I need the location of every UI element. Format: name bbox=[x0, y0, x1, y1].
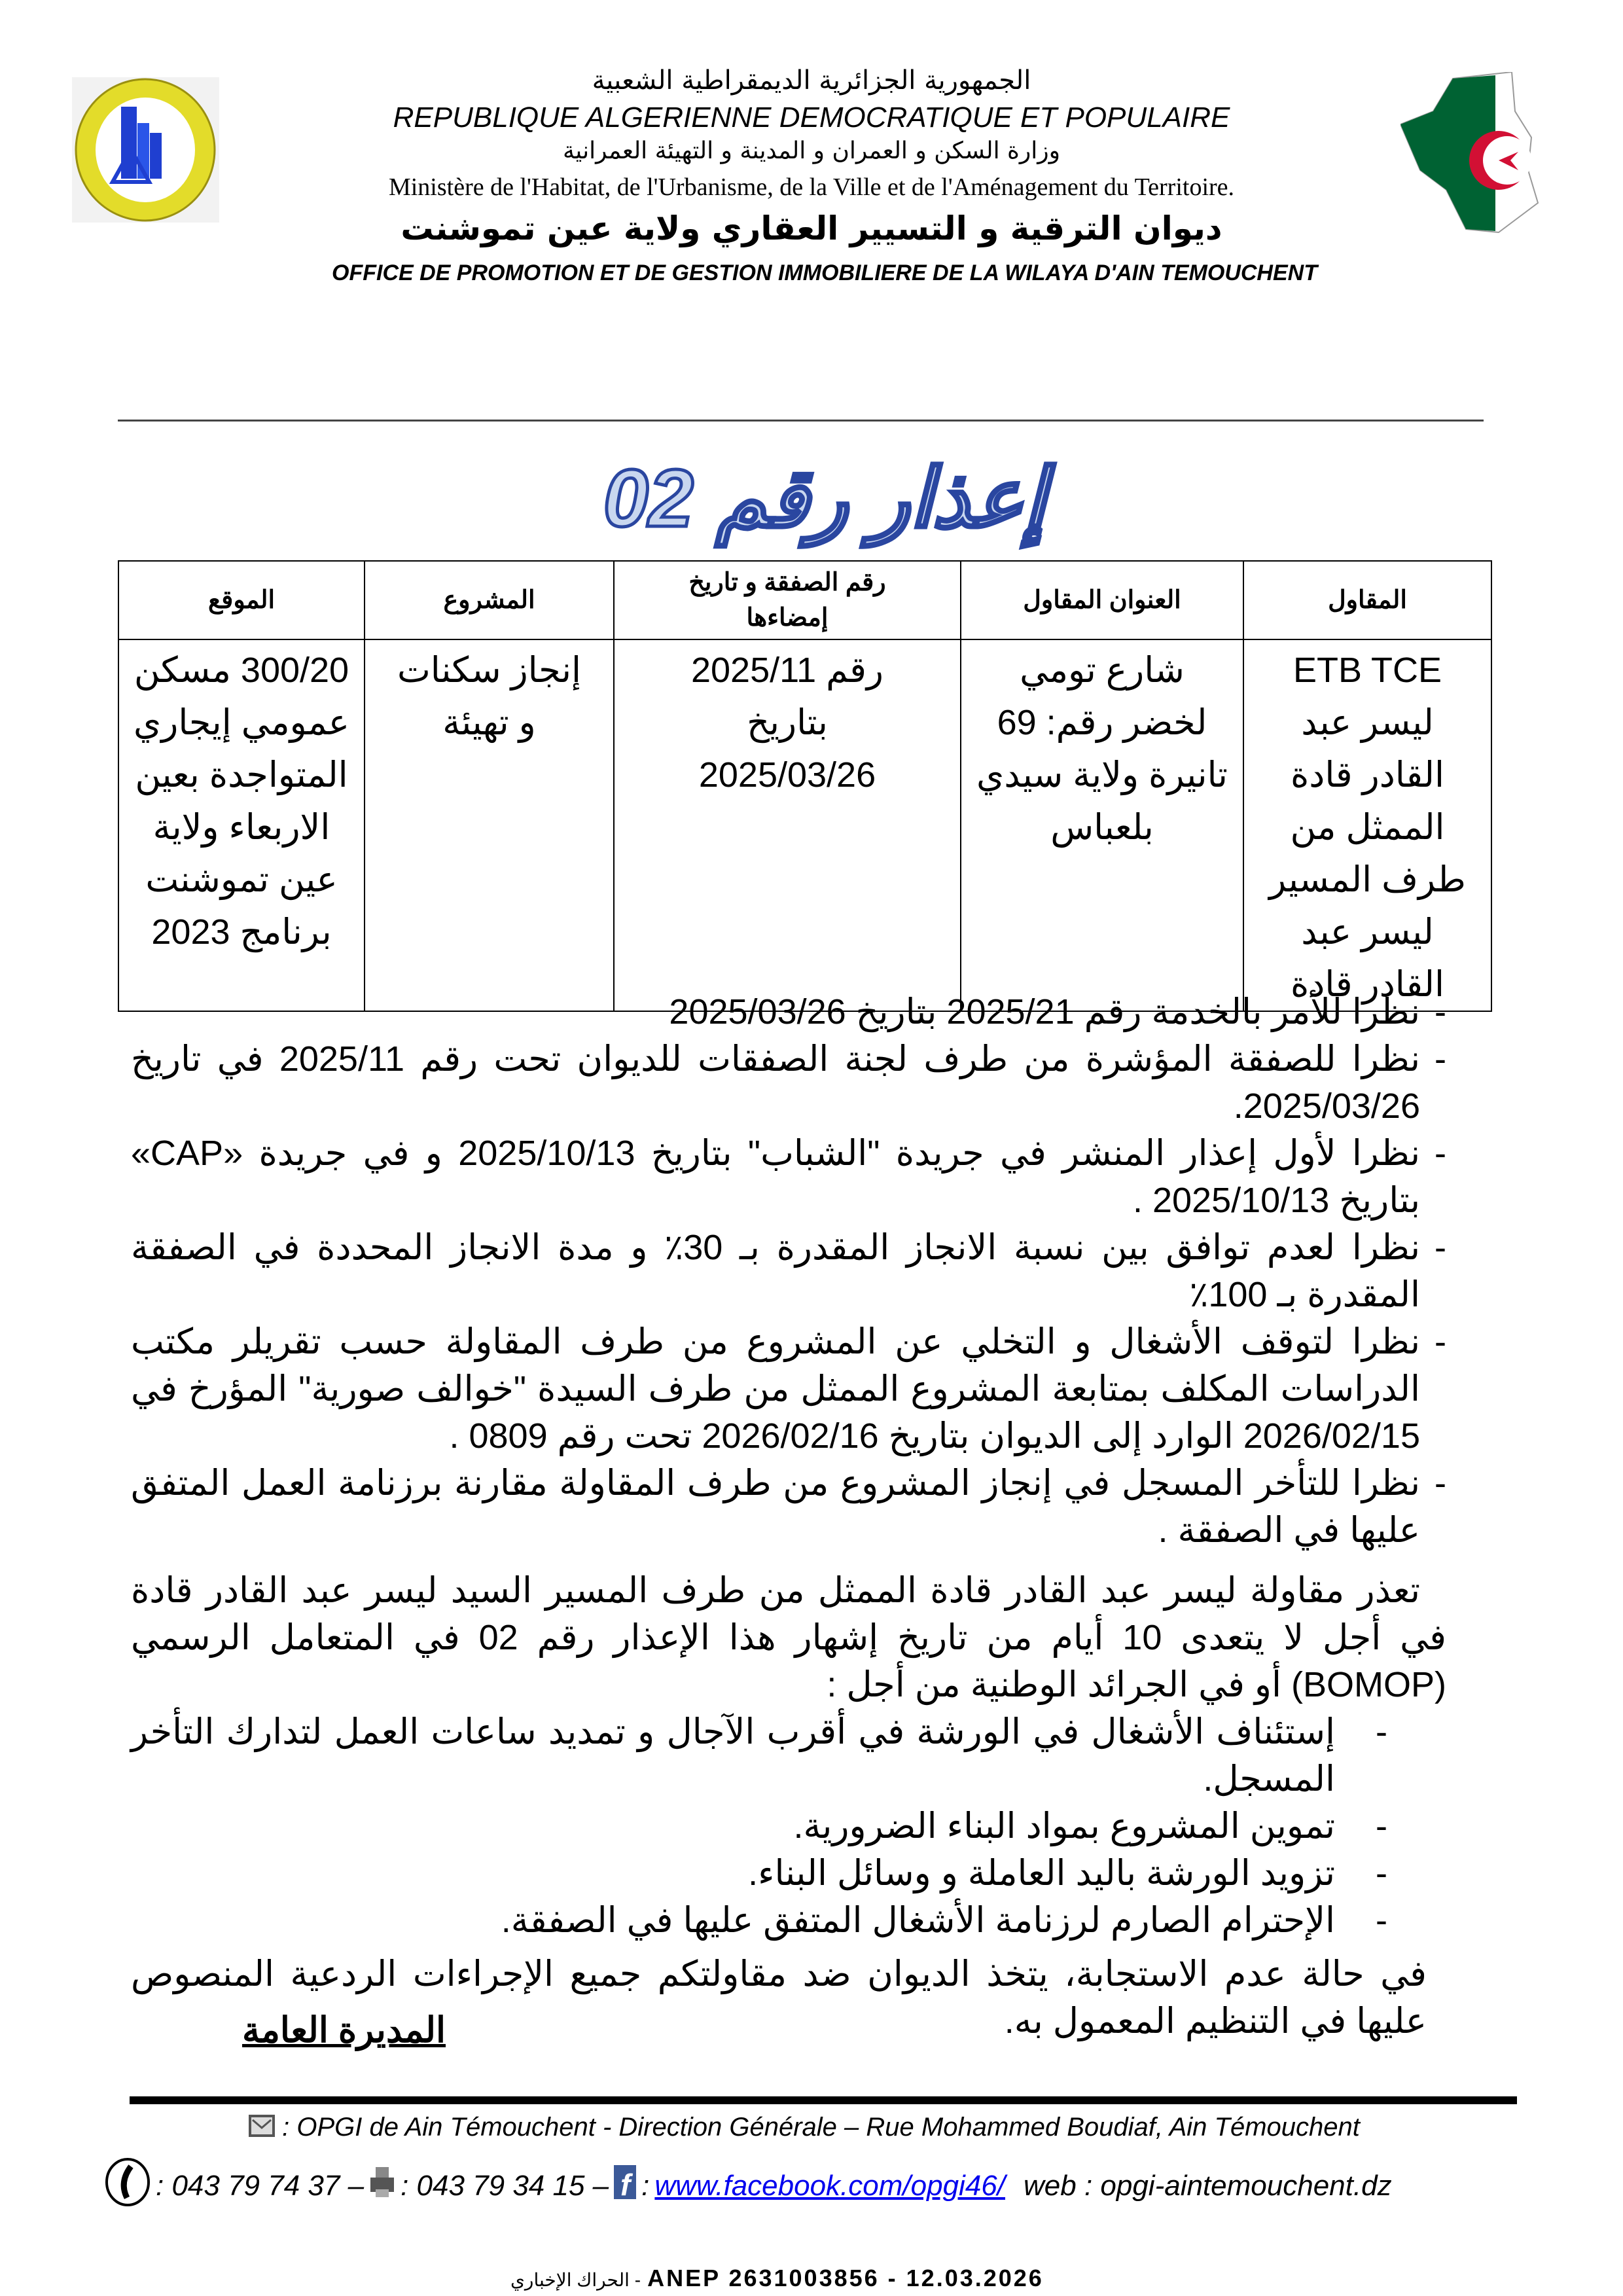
footer-address bbox=[249, 2113, 1360, 2144]
requirement-item: - إستئناف الأشغال في الورشة في أقرب الآجال و تمديد ساعات العمل لتدارك التأخر المسجل. bbox=[131, 1708, 1387, 1803]
header-contract-number: رقم الصفقة و تاريخ إمضاءها bbox=[614, 561, 961, 639]
republic-french: REPUBLIQUE ALGERIENNE DEMOCRATIQUE ET POPULAIRE bbox=[393, 101, 1230, 134]
consideration-item: - نظرا للتأخر المسجل في إنجاز المشروع من طرف المقاولة مقارنة برزنامة العمل المتفق عليها في الصفقة . bbox=[131, 1460, 1446, 1554]
document-body bbox=[131, 988, 1446, 2045]
consideration-item: - نظرا لتوقف الأشغال و التخلي عن المشروع من طرف المقاولة حسب تقريلر مكتب الدراسات المكلف بمتابعة المشروع الممثل من طرف السيدة "خوالف صورية" المؤرخ في 2026/02/15 الوارد إلى الديوان بتاريخ 2026/02/16 تحت رقم 0809 . bbox=[131, 1318, 1446, 1460]
office-french: OFFICE DE PROMOTION ET DE GESTION IMMOBILIERE DE LA WILAYA D'AIN TEMOUCHENT bbox=[332, 260, 1317, 285]
office-arabic: ديوان الترقية و التسيير العقاري ولاية عين تموشنت bbox=[401, 209, 1222, 247]
header-divider bbox=[118, 420, 1484, 422]
requirement-item: - الإحترام الصارم لرزنامة الأشغال المتفق عليها في الصفقة. bbox=[131, 1897, 1387, 1944]
cell-contract-number: رقم 2025/11 بتاريخ 2025/03/26 bbox=[614, 639, 961, 1011]
cell-project: إنجاز سكنات و تهيئة bbox=[365, 639, 614, 1011]
fax-icon bbox=[369, 2166, 395, 2206]
ministry-french: Ministère de l'Habitat, de l'Urbanisme, de la Ville et de l'Aménagement du Territoire. bbox=[388, 173, 1235, 201]
anep-number: ANEP 2631003856 - 12.03.2026 bbox=[647, 2265, 1044, 2291]
facebook-icon bbox=[614, 2165, 636, 2206]
footer-contacts: : 043 79 74 37 – : 043 79 34 15 – f : www.facebook.com/opgi46/ web : opgi-aintemouchent.dz bbox=[105, 2157, 1392, 2214]
header-location: الموقع bbox=[118, 561, 365, 639]
svg-text:f: f bbox=[620, 2168, 631, 2199]
consideration-item: - نظرا لأول إعذار المنشر في جريدة "الشباب" بتاريخ 2025/10/13 و في جريدة «CAP» بتاريخ 2025/10/13 . bbox=[131, 1130, 1446, 1224]
envelope-icon bbox=[249, 2114, 275, 2144]
opgi-logo bbox=[72, 77, 219, 223]
cell-contractor: ETB TCE ليسر عبد القادر قادة الممثل من طرف المسير ليسر عبد القادر قادة bbox=[1243, 639, 1491, 1011]
closing-paragraph: في حالة عدم الاستجابة، يتخذ الديوان ضد مقاولتكم جميع الإجراءات الردعية المنصوص عليها في التنظيم المعمول به. bbox=[131, 1954, 1427, 2041]
table-row bbox=[118, 639, 1491, 1011]
anep-reference bbox=[510, 2265, 1044, 2292]
phone-number: : 043 79 74 37 – bbox=[156, 2169, 365, 2202]
requirement-item: - تموين المشروع بمواد البناء الضرورية. bbox=[131, 1803, 1387, 1850]
notice-paragraph: تعذر مقاولة ليسر عبد القادر قادة الممثل من طرف المسير السيد ليسر عبد القادر قادة في أجل لا يتعدى 10 أيام من تاريخ إشهار هذا الإعذار رقم 02 في المتعامل الرسمي (BOMOP) أو في الجرائد الوطنية من أجل : bbox=[131, 1571, 1446, 1704]
header-project: المشروع bbox=[365, 561, 614, 639]
header-address: العنوان المقاول bbox=[961, 561, 1243, 639]
table-header-row bbox=[118, 561, 1491, 639]
consideration-item: - نظرا للصفقة المؤشرة من طرف لجنة الصفقات للديوان تحت رقم 2025/11 في تاريخ 2025/03/26. bbox=[131, 1035, 1446, 1130]
website-text: web : opgi-aintemouchent.dz bbox=[1024, 2169, 1392, 2202]
signature-title: المديرة العامة bbox=[242, 2011, 446, 2050]
consideration-item: - نظرا لعدم توافق بين نسبة الانجاز المقدرة بـ 30٪ و مدة الانجاز المحددة في الصفقة المقدرة بـ 100٪ bbox=[131, 1224, 1446, 1318]
anep-source: الحراك الإخباري - bbox=[510, 2270, 641, 2290]
cell-location: 300/20 مسكن عمومي إيجاري المتواجدة بعين الاربعاء ولاية عين تموشنت برنامج 2023 bbox=[118, 639, 365, 1011]
fax-number: : 043 79 34 15 – bbox=[401, 2169, 609, 2202]
contract-table bbox=[118, 560, 1492, 1012]
requirement-item: - تزويد الورشة باليد العاملة و وسائل البناء. bbox=[131, 1850, 1387, 1897]
facebook-link[interactable]: www.facebook.com/opgi46/ bbox=[654, 2169, 1005, 2202]
document-title: إعذار رقم 02 bbox=[603, 454, 1046, 544]
phone-icon bbox=[105, 2157, 151, 2214]
address-text: : OPGI de Ain Témouchent - Direction Générale – Rue Mohammed Boudiaf, Ain Témouchent bbox=[282, 2113, 1360, 2142]
consideration-item: - نظرا للأمر بالخدمة رقم 2025/21 بتاريخ 2025/03/26 bbox=[131, 988, 1446, 1035]
header-contractor: المقاول bbox=[1243, 561, 1491, 639]
republic-arabic: الجمهورية الجزائرية الديمقراطية الشعبية bbox=[592, 65, 1031, 96]
cell-address: شارع تومي لخضر رقم: 69 تانيرة ولاية سيدي بلعباس bbox=[961, 639, 1243, 1011]
algeria-flag-map bbox=[1400, 72, 1571, 236]
footer-divider bbox=[130, 2096, 1517, 2104]
ministry-arabic: وزارة السكن و العمران و المدينة و التهيئة العمرانية bbox=[562, 137, 1061, 164]
